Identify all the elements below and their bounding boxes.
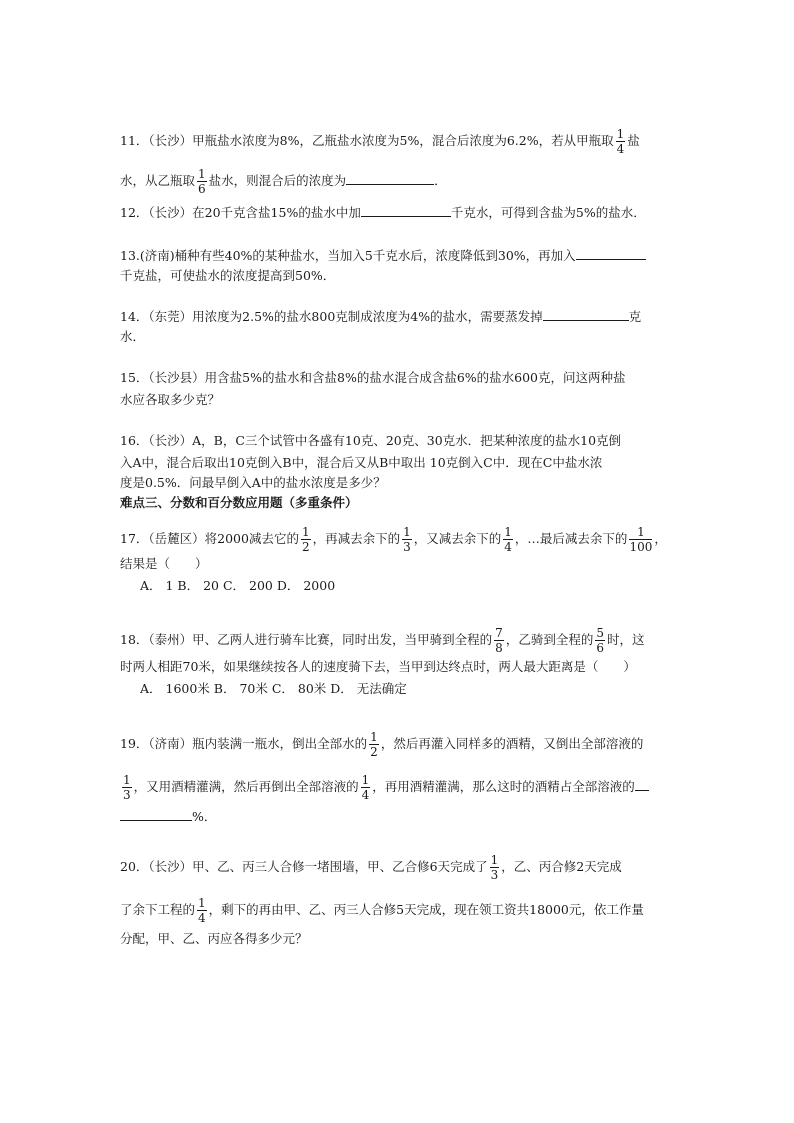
q16-line-2: 入A中，混合后取出10克倒入B中，混合后又从B中取出 10克倒入C中．现在C中盐水浓 bbox=[120, 455, 603, 470]
q13-line-2: 千克盐，可使盐水的浓度提高到50%． bbox=[120, 268, 336, 283]
q14-answer-blank[interactable] bbox=[543, 306, 629, 321]
q20-fraction-1: $\frac{1}{3}$ bbox=[490, 853, 499, 882]
q15-line-2: 水应各取多少克？ bbox=[120, 392, 221, 407]
q17-fraction-3: $\frac{1}{4}$ bbox=[504, 525, 512, 554]
q19-line-2: $\frac{1}{3}$ ，又用酒精灌满，然后再倒出全部溶液的 $\frac{1}{4}$ ，再用酒精灌满，那么这时的酒精占全部溶液的 bbox=[120, 774, 649, 801]
q18-options: A． 1600米 B． 70米 C． 80米 D． 无法确定 bbox=[140, 681, 407, 696]
q19-line-3: %． bbox=[120, 806, 216, 826]
q18-fraction-1: $\frac{7}{8}$ bbox=[495, 626, 503, 655]
q18-line-1: 18．（泰州）甲、乙两人进行骑车比赛，同时出发，当甲骑到全程的 $\frac{7}{8}$ ，乙骑到全程的 $\frac{5}{6}$ 时，这 bbox=[120, 626, 645, 655]
q11-text-b: 盐 bbox=[627, 133, 640, 148]
q11-answer-blank[interactable] bbox=[346, 170, 434, 185]
q20-line-1: 20．（长沙）甲、乙、丙三人合修一堵围墙，甲、乙合修6天完成了 $\frac{1}{3}$ ，乙、丙合修2天完成 bbox=[120, 853, 622, 882]
q13-answer-blank[interactable] bbox=[576, 245, 646, 260]
q20-line-2: 了余下工程的 $\frac{1}{4}$ ，剩下的再由甲、乙、丙三人合修5天完成，现在领工资共18000元，依工作量 bbox=[120, 896, 644, 925]
q20-line-3: 分配，甲、乙、丙应各得多少元？ bbox=[120, 931, 308, 946]
q18-fraction-2: $\frac{5}{6}$ bbox=[596, 626, 604, 655]
q19-answer-blank-b[interactable] bbox=[120, 806, 192, 821]
q19-answer-blank-a[interactable] bbox=[635, 776, 649, 791]
q14-line-1: 14．（东莞）用浓度为2.5%的盐水800克制成浓度为4%的盐水，需要蒸发掉 克 bbox=[120, 306, 641, 326]
q17-options: A． 1 B． 20 C． 200 D． 2000 bbox=[140, 578, 336, 593]
q18-line-2: 时两人相距70米，如果继续按各人的速度骑下去，当甲到达终点时，两人最大距离是（ ） bbox=[120, 659, 636, 674]
q11-fraction-2: $\frac{1}{6}$ bbox=[198, 167, 206, 196]
q20-fraction-2: $\frac{1}{4}$ bbox=[198, 896, 206, 925]
q15-line-1: 15．（长沙县）用含盐5%的盐水和含盐8%的盐水混合成含盐6%的盐水600克，问这两种盐 bbox=[120, 370, 626, 385]
q11-fraction-1: $\frac{1}{4}$ bbox=[616, 127, 625, 156]
q19-line-1: 19．（济南）瓶内装满一瓶水，倒出全部水的 $\frac{1}{2}$ ，然后再灌入同样多的酒精，又倒出全部溶液的 bbox=[120, 730, 644, 759]
q11-line-1 bbox=[120, 128, 640, 155]
q12-answer-blank[interactable] bbox=[361, 202, 451, 217]
q19-fraction-1: $\frac{1}{2}$ bbox=[370, 730, 378, 759]
q17-fraction-4: $\frac{1}{100}$ bbox=[629, 525, 653, 554]
q16-line-3: 度是0.5%．问最早倒入A中的盐水浓度是多少？ bbox=[120, 475, 386, 490]
q19-fraction-2: $\frac{1}{3}$ bbox=[123, 773, 131, 802]
q17-fraction-2: $\frac{1}{3}$ bbox=[403, 525, 411, 554]
q14-line-2: 水． bbox=[120, 329, 146, 344]
q17-fraction-1: $\frac{1}{2}$ bbox=[301, 525, 310, 554]
q19-fraction-3: $\frac{1}{4}$ bbox=[361, 773, 370, 802]
q13-line-1: 13.(济南)桶种有些40%的某种盐水，当加入5千克水后，浓度降低到30%，再加入 bbox=[120, 245, 646, 265]
q11-line-2: 水，从乙瓶取 $\frac{1}{6}$ 盐水，则混合后的浓度为 ． bbox=[120, 167, 447, 196]
q12-line: 12．（长沙）在20千克含盐15%的盐水中加 千克水，可得到含盐为5%的盐水． bbox=[120, 202, 646, 222]
q17-line-2: 结果是（ ） bbox=[120, 556, 208, 571]
q17-line-1: 17．（岳麓区）将2000减去它的 $\frac{1}{2}$ ，再减去余下的 $\frac{1}{3}$ ，又减去余下的 $\frac{1}{4}$ ，…最后减去余下的 $\frac{1}{100}$ ， bbox=[120, 525, 667, 554]
section-heading: 难点三、分数和百分数应用题（多重条件） bbox=[120, 495, 358, 510]
q16-line-1: 16．（长沙）A，B，C三个试管中各盛有10克、20克、30克水．把某种浓度的盐水10克倒 bbox=[120, 433, 622, 448]
q11-text-a: 11．（长沙）甲瓶盐水浓度为8%，乙瓶盐水浓度为5%，混合后浓度为6.2%，若从甲瓶取 bbox=[120, 133, 614, 148]
